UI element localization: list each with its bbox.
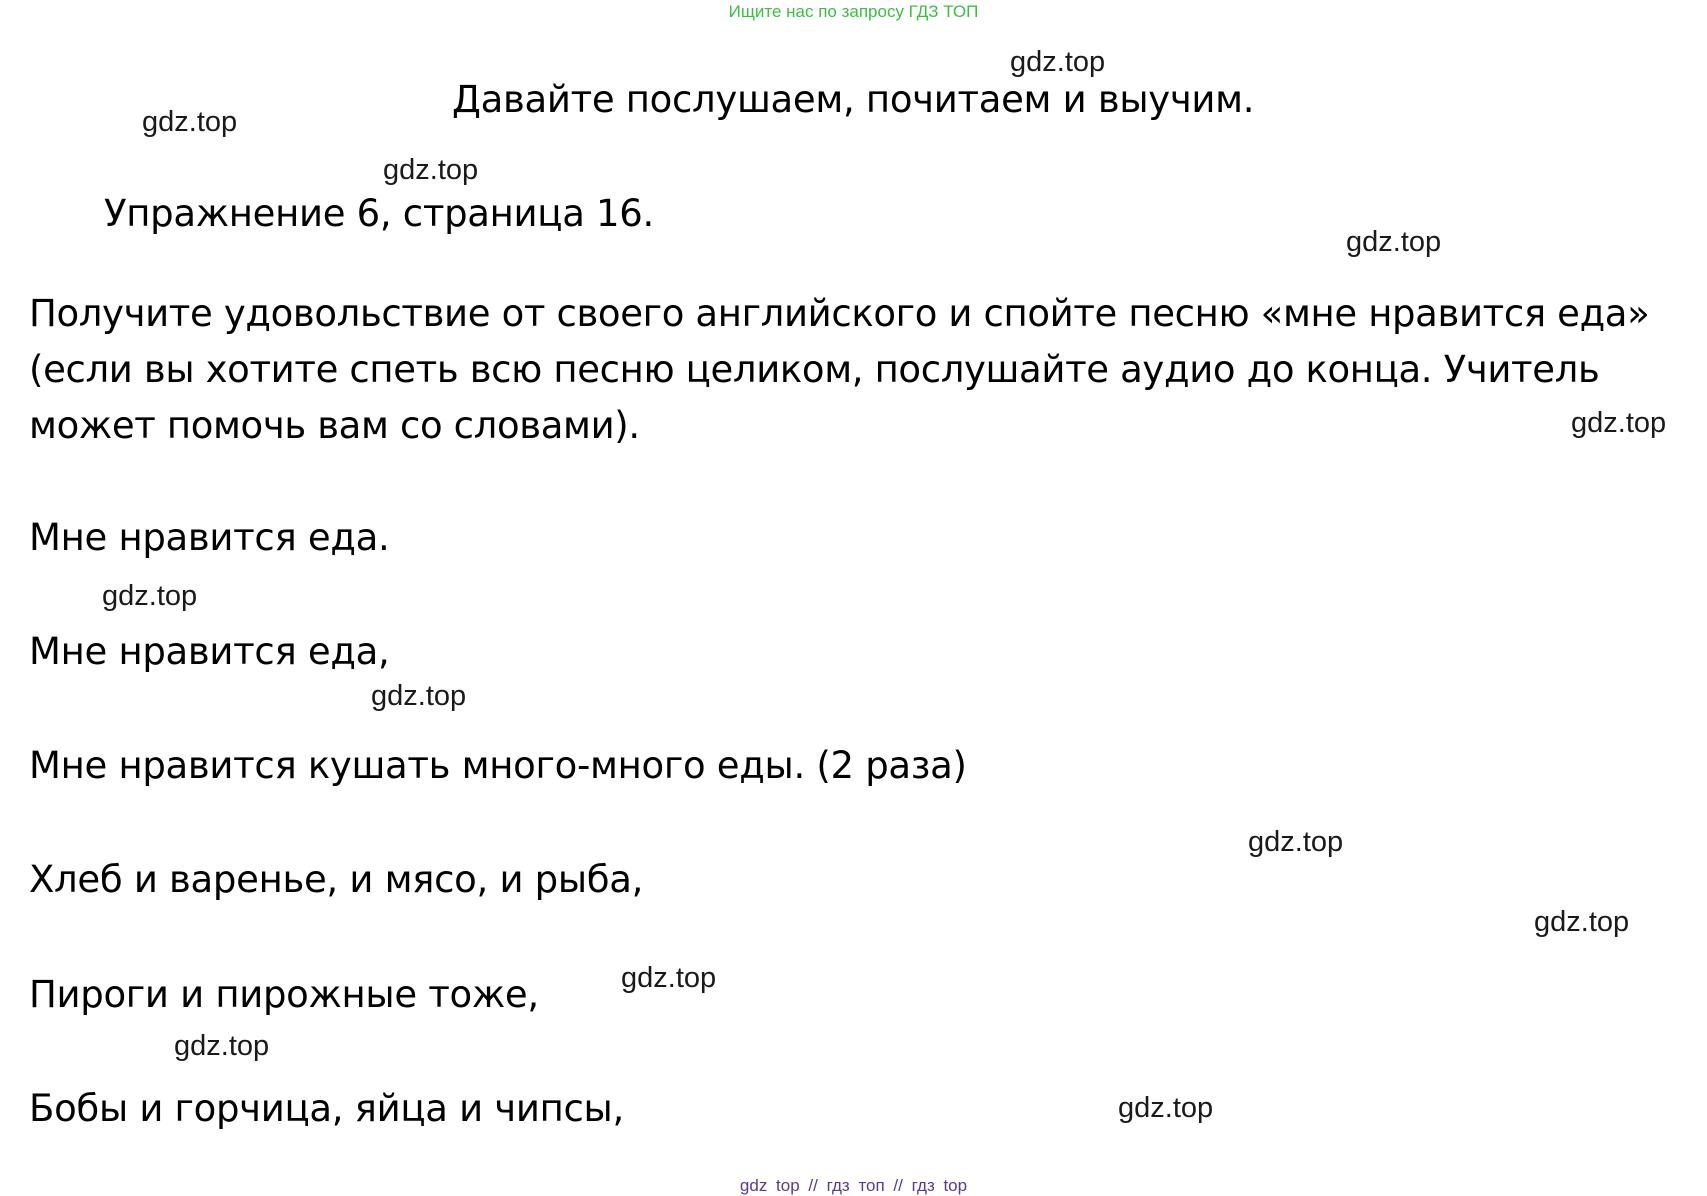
watermark: gdz.top: [102, 580, 198, 612]
watermark: gdz.top: [1118, 1092, 1214, 1124]
watermark: gdz.top: [142, 106, 238, 138]
watermark: gdz.top: [371, 680, 467, 712]
watermark: gdz.top: [383, 154, 479, 186]
top-banner: Ищите нас по запросу ГДЗ ТОП: [728, 2, 979, 21]
song-line: Мне нравится кушать много-много еды. (2 раза): [29, 744, 967, 787]
exercise-heading: Упражнение 6, страница 16.: [104, 192, 654, 235]
paragraph-line: (если вы хотите спеть всю песню целиком, послушайте аудио до конца. Учитель: [29, 348, 1600, 391]
watermark: gdz.top: [1010, 46, 1106, 78]
footer-links: gdz top // гдз топ // гдз top: [739, 1176, 968, 1195]
instruction-paragraph: [29, 286, 1689, 454]
paragraph-line: может помочь вам со словами).: [29, 404, 640, 447]
watermark: gdz.top: [174, 1030, 270, 1062]
song-line: Бобы и горчица, яйца и чипсы,: [29, 1087, 624, 1130]
watermark: gdz.top: [1571, 407, 1667, 439]
song-line: Мне нравится еда.: [29, 516, 390, 559]
watermark: gdz.top: [1248, 826, 1344, 858]
paragraph-line: Получите удовольствие от своего английского и спойте песню «мне нравится еда»: [29, 292, 1650, 335]
song-line: Пироги и пирожные тоже,: [29, 973, 539, 1016]
watermark: gdz.top: [1534, 906, 1630, 938]
song-line: Хлеб и варенье, и мясо, и рыба,: [29, 858, 644, 901]
watermark: gdz.top: [1346, 226, 1442, 258]
page-title: Давайте послушаем, почитаем и выучим.: [452, 78, 1255, 121]
song-line: Мне нравится еда,: [29, 630, 390, 673]
watermark: gdz.top: [621, 962, 717, 994]
